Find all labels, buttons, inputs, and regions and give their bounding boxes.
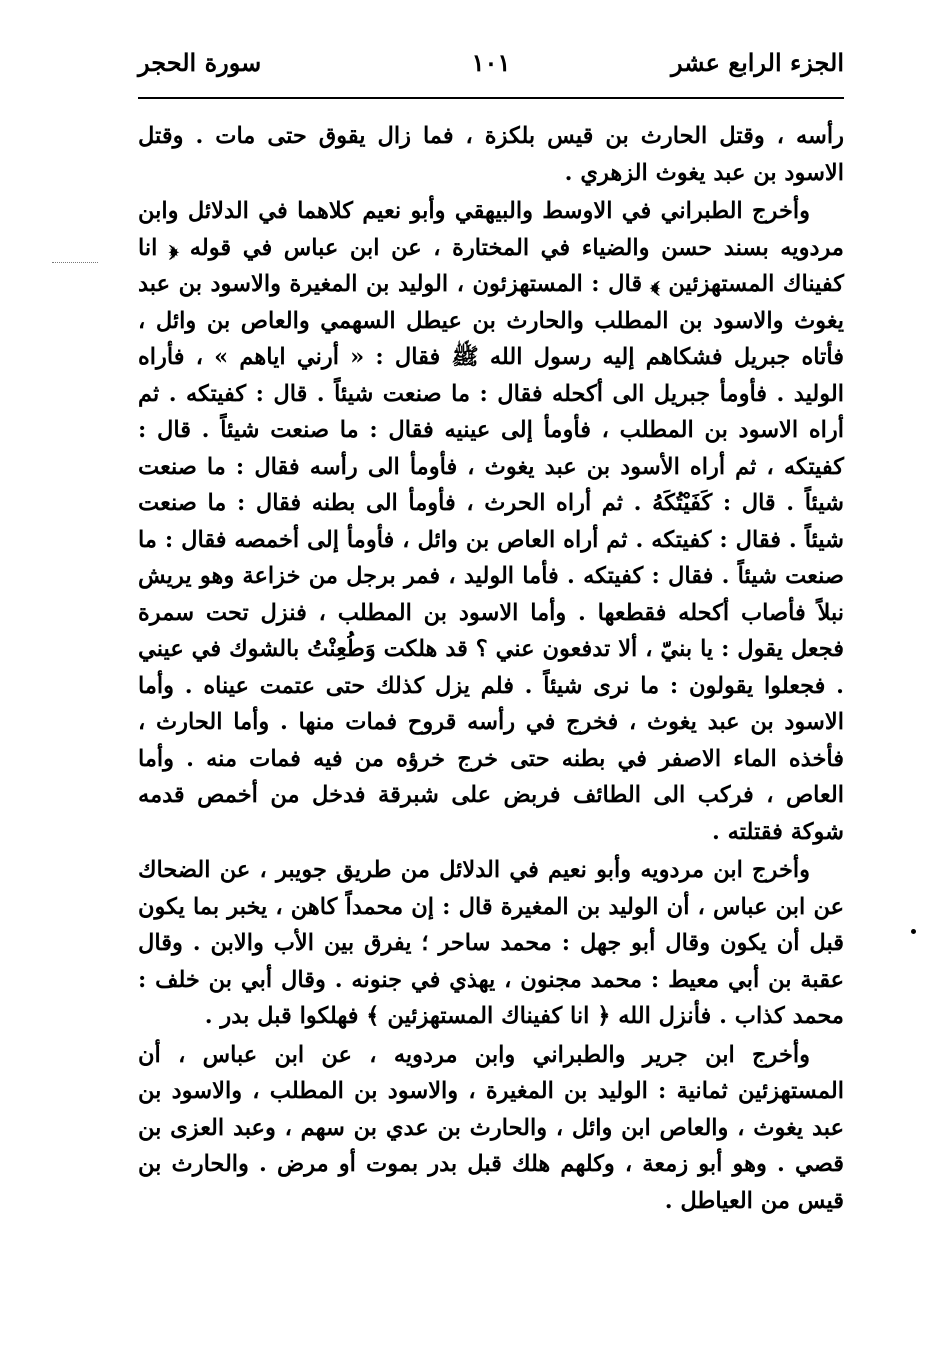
margin-dot xyxy=(911,929,916,934)
surah-label: سورة الحجر xyxy=(138,48,262,77)
running-header xyxy=(138,38,844,94)
header-rule xyxy=(138,97,844,99)
margin-mark xyxy=(52,262,98,263)
page-body xyxy=(138,118,844,1219)
paragraph-1: رأسه ، وقتل الحارث بن قيس بلكزة ، فما زال يقوق حتى مات . وقتل الاسود بن عبد يغوث الزهري . xyxy=(138,123,844,186)
page-number: ١٠١ xyxy=(471,48,511,77)
paragraph-3: وأخرج ابن مردويه وأبو نعيم في الدلائل من طريق جويبر ، عن الضحاك عن ابن عباس ، أن الوليد بن المغيرة قال : إن محمداً كاهن ، يخبر بما يكون قبل أن يكون وقال أبو جهل : محمد ساحر ؛ يفرق بين الأب والابن . وقال عقبة بن أبي معيط : محمد مجنون ، يهذي في جنونه . وقال أبي بن خلف : محمد كذاب . فأنزل الله ﴿ انا كفيناك المستهزئين ﴾ فهلكوا قبل بدر . xyxy=(138,857,844,1029)
paragraph-4: وأخرج ابن جرير والطبراني وابن مردويه ، عن ابن عباس ، أن المستهزئين ثمانية : الوليد بن المغيرة ، والاسود بن المطلب ، والاسود بن عبد يغوث ، والعاص ابن وائل ، والحارث بن عدي بن سهم ، وعبد العزى بن قصي . وهو أبو زمعة ، وكلهم هلك قبل بدر بموت أو مرض . والحارث بن قيس من العياطل . xyxy=(138,1041,844,1214)
paragraph-2: وأخرج الطبراني في الاوسط والبيهقي وأبو نعيم كلاهما في الدلائل وابن مردويه بسند حسن والضياء في المختارة ، عن ابن عباس في قوله ﴿ انا كفيناك المستهزئين ﴾ قال : المستهزئون ، الوليد بن المغيرة والاسود بن عبد يغوث والاسود بن المطلب والحارث بن عيطل السهمي والعاص بن وائل ، فأتاه جبريل فشكاهم إليه رسول الله ﷺ فقال : « أرني اياهم » ، فأراه الوليد . فأومأ جبريل الى أكحله فقال : ما صنعت شيئاً . قال : كفيتكه . ثم أراه الاسود بن المطلب ، فأومأ إلى عينيه فقال : ما صنعت شيئاً . قال : كفيتكه ، ثم أراه الأسود بن عبد يغوث ، فأومأ الى رأسه فقال : ما صنعت شيئاً . قال : كَفَيْتُكَهُ . ثم أراه الحرث ، فأومأ الى بطنه فقال : ما صنعت شيئاً . فقال : كفيتكه . ثم أراه العاص بن وائل ، فأومأ إلى أخمصه فقال : ما صنعت شيئاً . فقال : كفيتكه . فأما الوليد ، فمر برجل من خزاعة وهو يريش نبلاً فأصاب أكحله فقطعها . وأما الاسود بن المطلب ، فنزل تحت سمرة فجعل يقول : يا بنيّ ، ألا تدفعون عني ؟ قد هلكت وَطُعِنْتُ بالشوك في عيني . فجعلوا يقولون : ما نرى شيئاً . فلم يزل كذلك حتى عتمت عيناه . وأما الاسود بن عبد يغوث ، فخرج في رأسه قروح فمات منها . وأما الحارث ، فأخذه الماء الاصفر في بطنه حتى خرج خرؤه من فيه فمات منه . وأما العاص ، فركب الى الطائف فربض على شبرقة فدخل من أخمص قدمه شوكة فقتلته . xyxy=(138,198,844,845)
part-label: الجزء الرابع عشر xyxy=(670,48,844,77)
